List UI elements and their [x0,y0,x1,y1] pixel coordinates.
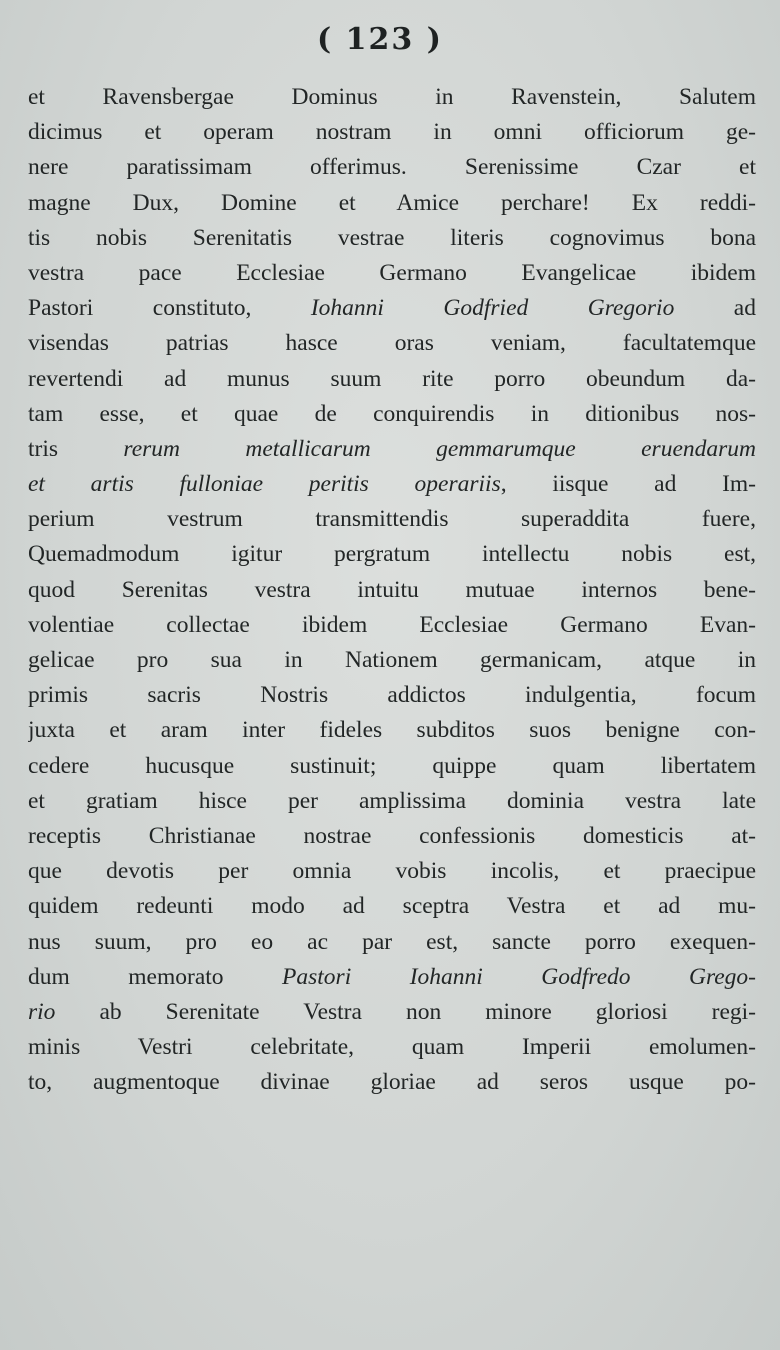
text-line [28,573,756,608]
text-segment: tris [28,435,124,462]
text-line [28,643,756,678]
text-segment: et Ravensbergae Dominus in Ravenstein, Salutem [28,84,756,110]
text-segment: perium vestrum transmittendis superaddita fuere, [28,506,756,533]
text-segment: que devotis per omnia vobis incolis, et praecipue [28,858,756,885]
text-segment: vestra pace Ecclesiae Germano Evangelicae ibidem [28,259,756,286]
italic-name: Iohanni Godfried Gregorio [310,295,675,322]
page-number: ( 123 ) [317,22,443,57]
text-line [28,80,756,115]
text-segment: tam esse, et quae de conquirendis in ditionibus nos- [28,400,756,427]
text-line [28,995,756,1030]
italic-name: rio [28,998,56,1025]
text-line [28,186,756,221]
text-segment: ab Serenitate Vestra non minore gloriosi regi- [55,998,756,1025]
text-line [28,749,756,784]
text-segment: juxta et aram inter fideles subditos suos benigne con- [28,717,756,744]
text-segment: Pastori constituto, [28,295,311,322]
text-line [28,221,756,256]
text-segment: gelicae pro sua in Nationem germanicam, atque in [28,647,756,673]
text-segment: et gratiam hisce per amplissima dominia vestra late [28,787,756,814]
text-segment: Quemadmodum igitur pergratum intellectu nobis est, [28,541,756,568]
text-segment: magne Dux, Domine et Amice perchare! Ex reddi- [28,189,756,216]
italic-name: et artis fulloniae peritis operariis [28,471,501,498]
text-segment: tis nobis Serenitatis vestrae literis cognovimus bona [28,224,756,251]
text-line [28,678,756,713]
text-line [28,608,756,643]
text-line [28,432,756,467]
text-segment: revertendi ad munus suum rite porro obeundum da- [28,365,756,392]
text-line [28,1065,756,1100]
text-line [28,713,756,748]
text-segment: , iisque ad Im- [500,471,756,498]
text-segment: quidem redeunti modo ad sceptra Vestra et ad mu- [28,893,756,920]
text-line [28,256,756,291]
text-line [28,502,756,537]
italic-name: Pastori Iohanni Godfredo Grego- [282,963,756,990]
text-line [28,925,756,960]
text-line [28,291,756,326]
text-segment: receptis Christianae nostrae confessionis domesticis at- [28,822,756,849]
text-segment: dicimus et operam nostram in omni officiorum ge- [28,119,756,146]
text-line [28,150,756,185]
text-line [28,326,756,361]
text-line [28,467,756,502]
text-segment: volentiae collectae ibidem Ecclesiae Germano Evan- [28,611,756,638]
text-line [28,889,756,924]
text-line [28,960,756,995]
text-segment: cedere hucusque sustinuit; quippe quam libertatem [28,752,756,779]
text-line [28,1030,756,1065]
text-segment: visendas patrias hasce oras veniam, facultatemque [28,330,756,357]
text-segment: dum memorato [28,963,283,990]
italic-name: rerum metallicarum gemmarumque eruendarum [123,435,756,462]
text-line [28,819,756,854]
text-segment: primis sacris Nostris addictos indulgentia, focum [28,682,756,709]
text-line [28,784,756,819]
text-line [28,115,756,150]
text-segment: minis Vestri celebritate, quam Imperii emolumen- [28,1034,756,1061]
text-segment: nere paratissimam offerimus. Serenissime Czar et [28,154,756,181]
text-line [28,397,756,432]
text-segment: quod Serenitas vestra intuitu mutuae internos bene- [28,576,756,603]
text-line [28,362,756,397]
text-line [28,537,756,572]
text-segment: to, augmentoque divinae gloriae ad seros usque po- [28,1069,756,1096]
text-segment: ad [674,295,756,322]
text-segment: nus suum, pro eo ac par est, sancte porro exequen- [28,928,756,955]
body-text [28,80,756,1100]
text-line [28,854,756,889]
